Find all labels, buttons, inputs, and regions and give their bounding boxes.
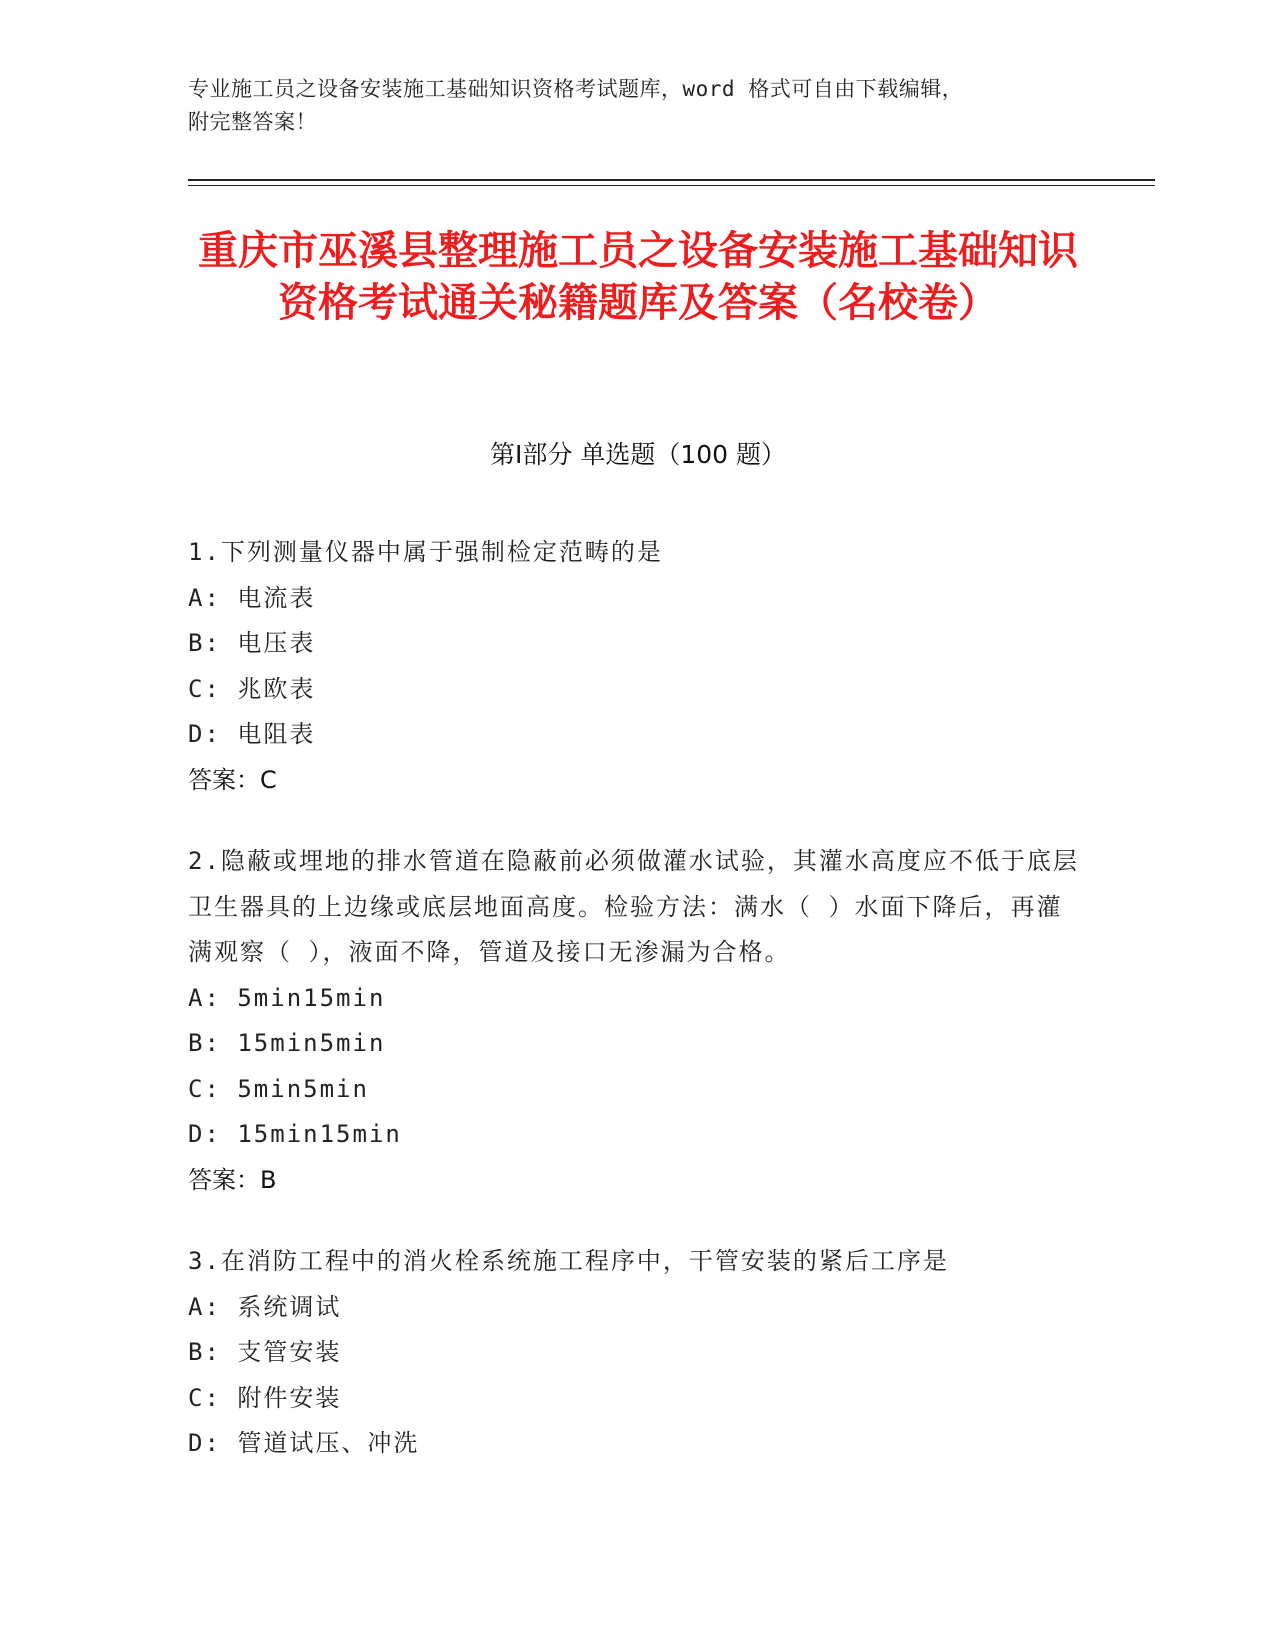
option-d: D: 电阻表 [188,720,316,748]
question-stem: 3.在消防工程中的消火栓系统施工程序中，干管安装的紧后工序是 [188,1247,949,1275]
question-1 [188,530,1088,803]
option-c: C: 5min5min [188,1074,369,1103]
option-c: C: 兆欧表 [188,674,316,703]
header-note-line-2: 附完整答案！ [188,110,317,134]
question-2 [188,839,1088,1203]
answer: 答案：B [188,1165,277,1194]
header-note-line-1: 专业施工员之设备安装施工基础知识资格考试题库，word 格式可自由下载编辑， [188,77,964,101]
option-b: B: 支管安装 [188,1338,342,1366]
option-c: C: 附件安装 [188,1383,342,1412]
question-list [188,530,1088,1503]
question-stem: 1.下列测量仪器中属于强制检定范畴的是 [188,538,663,566]
answer: 答案：C [188,765,277,794]
option-a: A: 5min15min [188,983,386,1012]
option-b: B: 15min5min [188,1029,386,1057]
option-d: D: 15min15min [188,1120,402,1148]
header-divider-thick [188,179,1155,181]
header-note [188,73,1088,139]
option-d: D: 管道试压、冲洗 [188,1429,420,1457]
option-a: A: 系统调试 [188,1292,342,1321]
option-a: A: 电流表 [188,583,316,612]
question-3 [188,1239,1088,1467]
question-stem: 2.隐蔽或埋地的排水管道在隐蔽前必须做灌水试验，其灌水高度应不低于底层卫生器具的上边缘或底层地面高度。检验方法：满水（ ）水面下降后，再灌满观察（ ），液面不降，管道及接口无渗漏为合格。 [188,847,1079,966]
option-b: B: 电压表 [188,629,316,657]
document-title: 重庆市巫溪县整理施工员之设备安装施工基础知识资格考试通关秘籍题库及答案（名校卷） [198,228,1078,326]
section-heading: 第Ⅰ部分 单选题（100 题） [490,440,786,469]
header-divider-thin [188,185,1155,186]
